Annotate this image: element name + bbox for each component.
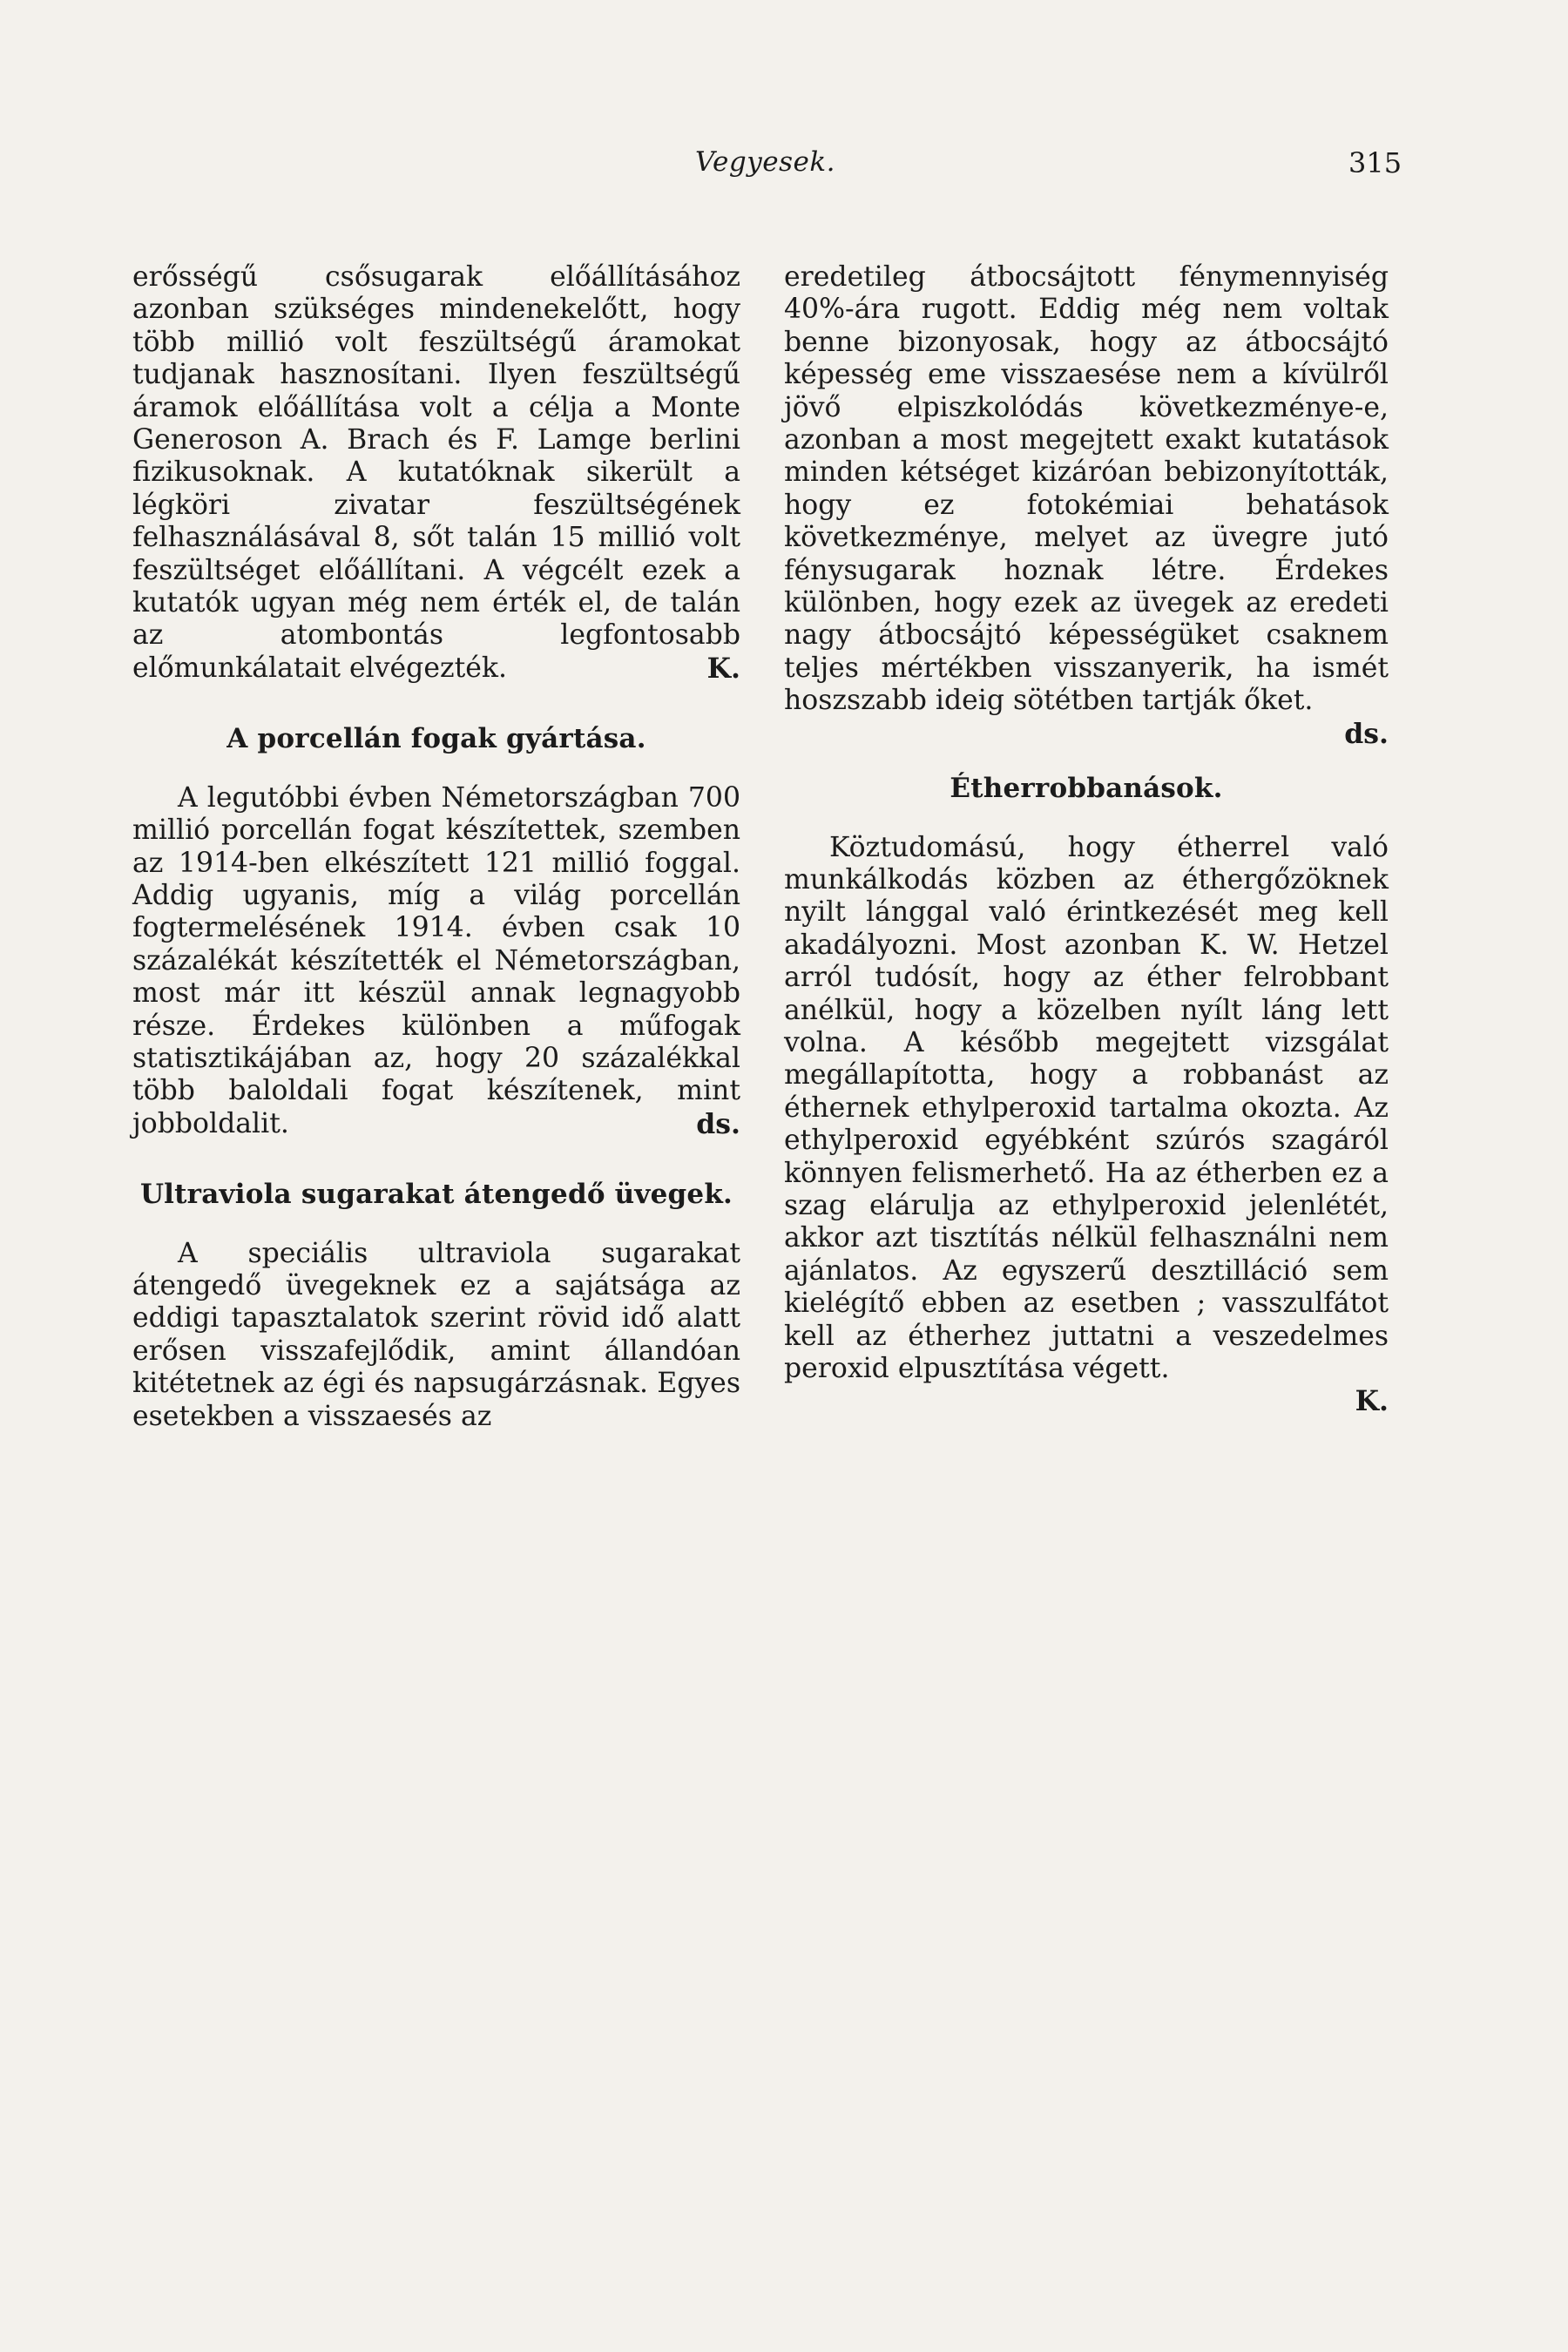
porcelain-signature: ds. <box>696 1107 740 1140</box>
porcelain-heading: A porcellán fogak gyártása. <box>226 723 646 755</box>
ultraviolet-signature: ds. <box>1344 717 1389 750</box>
right-column <box>784 261 1389 1418</box>
left-column <box>132 261 740 1433</box>
running-title: Vegyesek. <box>695 146 835 178</box>
continuation-signature: K. <box>706 652 740 685</box>
ultraviolet-continuation: eredetileg átbocsájtott fénymennyiség 40%-ára rugott. Eddig még nem voltak benne bizonyosak, hogy az átbocsájtó képesség eme visszaesése nem a kívülről jövő elpiszkolódás következménye-e, azonban a most megejtett exakt kutatások minden kétséget kizáróan bebizonyították, hogy ez fotokémiai behatások következménye, melyet az üvegre jutó fénysugarak hoznak létre. Érdekes különben, hogy ezek az üvegek az eredeti nagy átbocsájtó képességüket csaknem teljes mértékben visszanyerik, ha ismét hoszszabb ideig sötétben tartják őket. <box>784 261 1389 717</box>
ether-paragraph: Köztudomású, hogy étherrel való munkálkodás közben az éthergőzöknek nyilt lánggal való érintkezését meg kell akadályozni. Most azonban K. W. Hetzel arról tudósít, hogy az éther felrobbant anélkül, hogy a közelben nyílt láng lett volna. A később megejtett vizsgálat megállapította, hogy a robbanást az éthernek ethylperoxid tartalma okozta. Az ethylperoxid egyébként szúrós szagáról könnyen felismerhető. Ha az étherben ez a szag elárulja az ethylperoxid jelenlétét, akkor azt tisztítás nélkül felhasználni nem ajánlatos. Az egyszerű desztilláció sem kielégítő ebben az esetben ; vasszulfátot kell az étherhez juttatni a veszedelmes peroxid elpusztítása végett. <box>784 831 1389 1384</box>
ether-heading: Étherrobbanások. <box>950 773 1223 805</box>
ultraviolet-paragraph: A speciális ultraviola sugarakat átengedő üvegeknek ez a sajátsága az eddigi tapasztalatok szerint rövid idő alatt erősen visszafejlődik, amint állandóan kitétetnek az égi és napsugárzásnak. Egyes esetekben a visszaesés az <box>132 1237 740 1432</box>
ether-signature: K. <box>1355 1385 1389 1418</box>
continuation-paragraph: erősségű csősugarak előállításához azonban szükséges mindenekelőtt, hogy több millió volt feszültségű áramokat tudjanak hasznosítani. Ilyen feszültségű áramok előállítása volt a célja a Monte Generoson A. Brach és F. Lamge berlini fizikusoknak. A kutatóknak sikerült a légköri zivatar feszültségének felhasználásával 8, sőt talán 15 millió volt feszültséget előállítani. A végcélt ezek a kutatók ugyan még nem érték el, de talán az atombontás legfontosabb előmunkálatait elvégezték. K. <box>132 261 740 685</box>
ultraviolet-heading: Ultraviola sugarakat átengedő üvegek. <box>139 1179 733 1211</box>
page-number: 315 <box>1348 146 1402 179</box>
porcelain-paragraph: A legutóbbi évben Németországban 700 millió porcellán fogat készítettek, szemben az 1914-ben elkészített 121 millió foggal. Addig ugyanis, míg a világ porcellán fogtermelésének 1914. évben csak 10 százalékát készítették el Németországban, most már itt készül annak legnagyobb része. Érdekes különben a műfogak statisztikájában az, hogy 20 százalékkal több baloldali fogat készítenek, mint jobboldalit. ds. <box>132 781 740 1140</box>
